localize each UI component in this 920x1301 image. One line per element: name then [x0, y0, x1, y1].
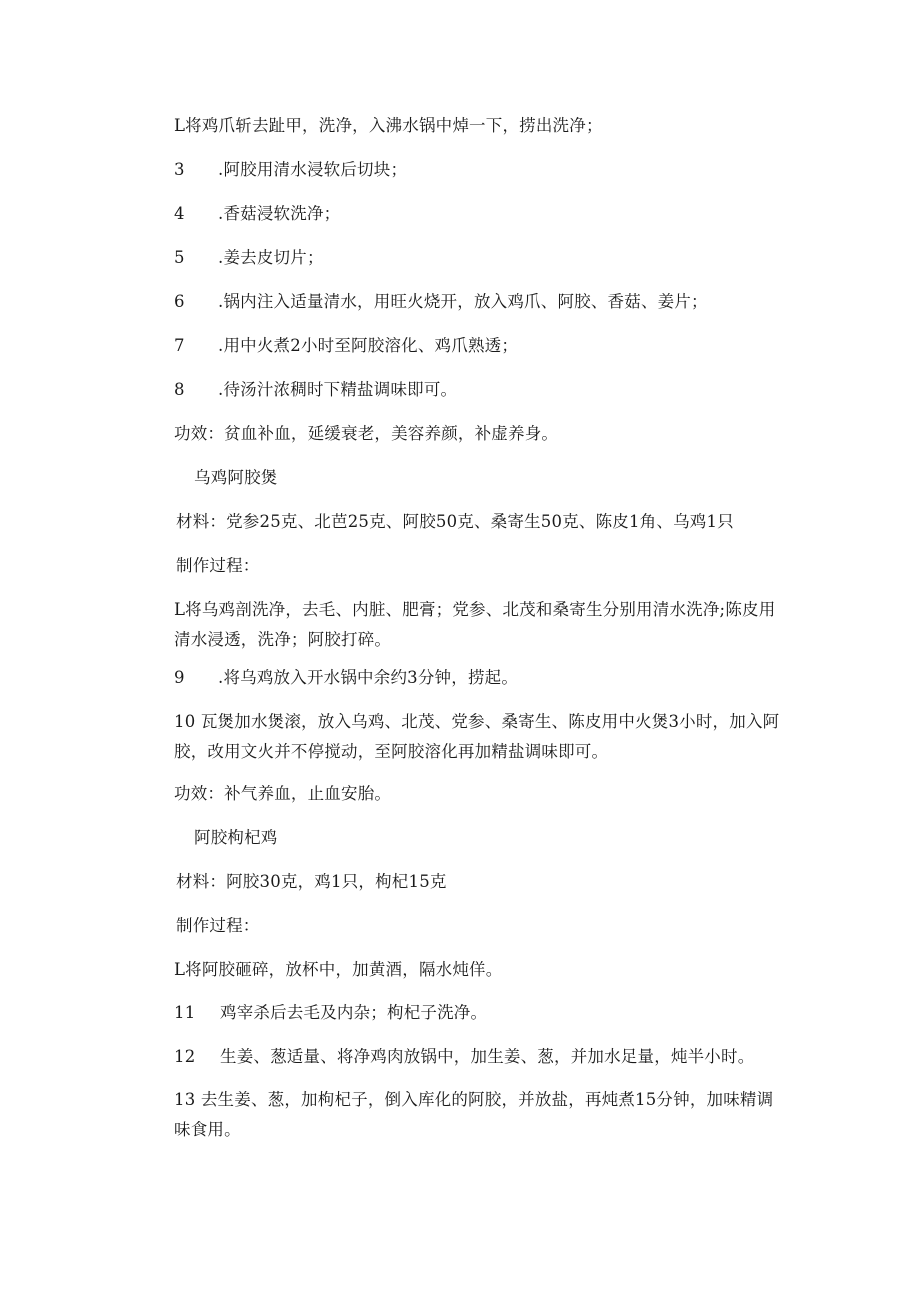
- materials-text: 材料：阿胶30克，鸡1只，枸杞15克: [176, 872, 447, 891]
- step-10: 10 瓦煲加水煲滚，放入乌鸡、北茂、党参、桑寄生、陈皮用中火煲3小时，加入阿胶，改用文火并不停搅动，至阿胶溶化再加精盐调味即可。: [174, 712, 780, 761]
- effect-text: 功效：贫血补血，延缓衰老，美容养颜，补虚养身。: [174, 424, 559, 443]
- step-5: [174, 248, 324, 268]
- step-12: [174, 1047, 754, 1067]
- effect-text: 功效：补气养血，止血安胎。: [174, 784, 392, 803]
- step-l-wuji: L将乌鸡剖洗净，去毛、内脏、肥膏；党参、北茂和桑寄生分别用清水洗净;陈皮用清水浸透，洗净；阿胶打碎。: [174, 600, 776, 649]
- step-l-chicken-feet: L将鸡爪斩去趾甲，洗净，入沸水锅中焯一下，捞出洗净；: [174, 116, 603, 135]
- step-number: 9: [174, 668, 185, 687]
- recipe-title-gouqi: 阿胶枸杞鸡: [194, 828, 278, 847]
- step-text: .将乌鸡放入开水锅中余约3分钟，捞起。: [218, 668, 519, 687]
- step-13: 13 去生姜、葱，加枸杞子，倒入库化的阿胶，并放盐，再炖煮15分钟，加味精调味食用。: [174, 1090, 774, 1139]
- recipe-title-wuji: 乌鸡阿胶煲: [194, 468, 278, 487]
- step-text: .姜去皮切片；: [218, 248, 324, 267]
- step-number: 12: [174, 1047, 196, 1066]
- process-label: 制作过程：: [176, 556, 260, 575]
- step-11: [174, 1003, 487, 1023]
- step-number: 8: [174, 380, 185, 399]
- step-4: [174, 204, 340, 224]
- step-9: [174, 668, 518, 688]
- step-7: [174, 336, 518, 356]
- step-text: .用中火煮2小时至阿胶溶化、鸡爪熟透；: [218, 336, 519, 355]
- step-number: 11: [174, 1003, 196, 1022]
- step-text: 鸡宰杀后去毛及内杂；枸杞子洗净。: [220, 1003, 488, 1022]
- step-text: .阿胶用清水浸软后切块；: [218, 160, 408, 179]
- step-text: .香菇浸软洗净；: [218, 204, 341, 223]
- step-text: .待汤汁浓稠时下精盐调味即可。: [218, 380, 458, 399]
- step-number: 3: [174, 160, 185, 179]
- step-3: [174, 160, 407, 180]
- step-number: 4: [174, 204, 185, 223]
- step-6: [174, 292, 708, 312]
- step-number: 5: [174, 248, 185, 267]
- step-l-gouqi: L将阿胶砸碎，放杯中，加黄酒，隔水炖佯。: [174, 960, 503, 979]
- materials-text: 材料：党参25克、北芭25克、阿胶50克、桑寄生50克、陈皮1角、乌鸡1只: [176, 512, 734, 531]
- step-text: 生姜、葱适量、将净鸡肉放锅中，加生姜、葱，并加水足量，炖半小时。: [220, 1047, 755, 1066]
- step-text: .锅内注入适量清水，用旺火烧开，放入鸡爪、阿胶、香菇、姜片；: [218, 292, 708, 311]
- step-8: [174, 380, 457, 400]
- step-number: 6: [174, 292, 185, 311]
- process-label: 制作过程：: [176, 916, 260, 935]
- step-number: 7: [174, 336, 185, 355]
